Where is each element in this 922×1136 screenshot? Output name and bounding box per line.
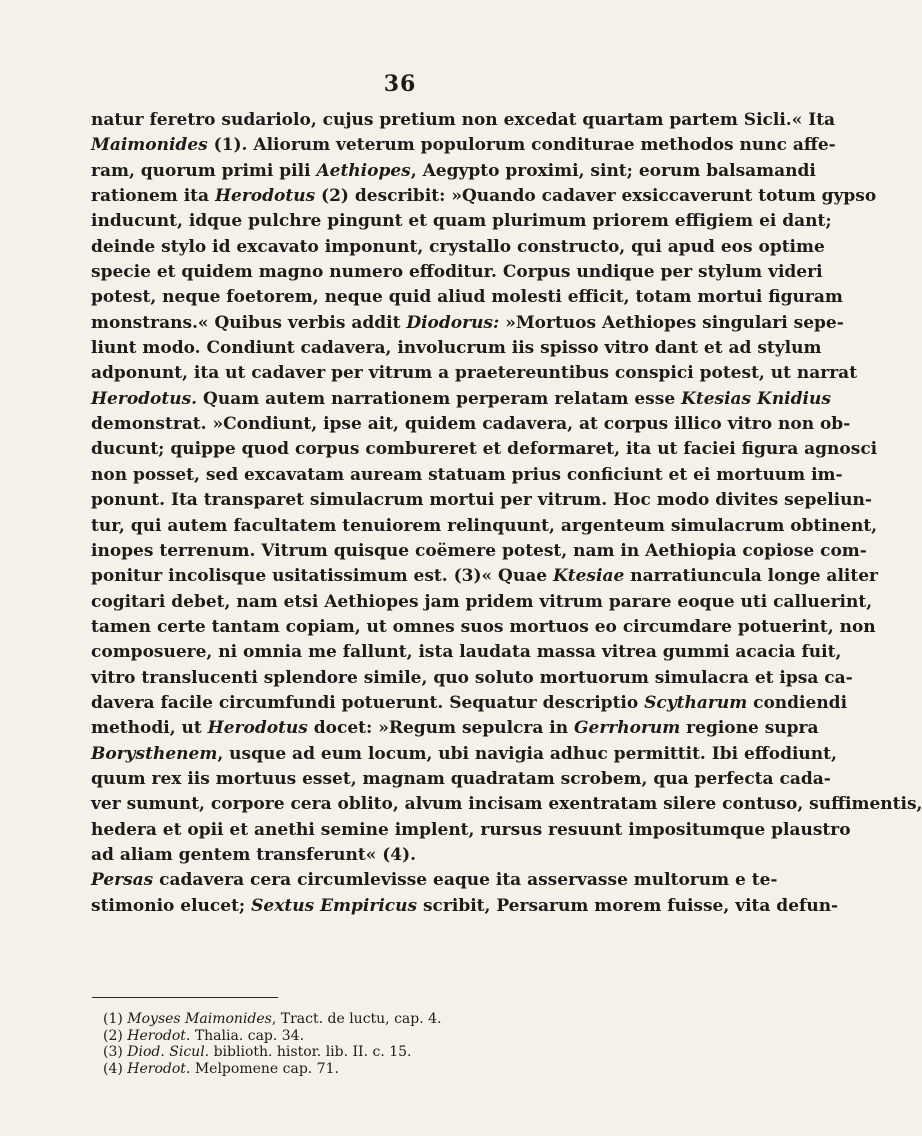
footnotes bbox=[103, 1011, 623, 1077]
text-line: cogitari debet, nam etsi Aethiopes jam pridem vitrum parare eoque uti calluerint, bbox=[91, 591, 873, 612]
footnote-citation: Diod. Sicul. bbox=[127, 1044, 210, 1060]
text-line: ponunt. Ita transparet simulacrum mortui per vitrum. Hoc modo divites sepeliun- bbox=[91, 490, 872, 511]
text-line: inducunt, idque pulchre pingunt et quam plurimum priorem effigiem ei dant; bbox=[91, 211, 832, 232]
footnote-citation: Herodot. bbox=[127, 1027, 191, 1044]
italic-name: Ktesiae bbox=[552, 566, 625, 587]
italic-name: Ktesias Knidius bbox=[681, 388, 831, 409]
page-number: 36 bbox=[383, 71, 417, 97]
text-line: hedera et opii et anethi semine implent, rursus resuunt impositumque plaustro bbox=[91, 819, 851, 840]
text-line: non posset, sed excavatam auream statuam prius conficiunt et ei mortuum im- bbox=[91, 464, 843, 485]
text-line: ad aliam gentem transferunt« (4). bbox=[91, 844, 417, 865]
text-line: potest, neque foetorem, neque quid aliud molesti efficit, totam mortui figuram bbox=[91, 287, 843, 308]
footnote-separator-rule bbox=[92, 997, 278, 998]
italic-name: Sextus Empiricus bbox=[251, 895, 418, 916]
text-line: natur feretro sudariolo, cujus pretium non excedat quartam partem Sicli.« Ita bbox=[91, 110, 836, 130]
text-line: composuere, ni omnia me fallunt, ista laudata massa vitrea gummi acacia fuit, bbox=[91, 642, 842, 663]
text-line: vitro translucenti splendore simile, quo soluto mortuorum simulacra et ipsa ca- bbox=[91, 667, 853, 688]
text-line: Maimonides (1). Aliorum veterum populorum conditurae methodos nunc affe- bbox=[91, 135, 836, 156]
text-line: Borysthenem, usque ad eum locum, ubi navigia adhuc permittit. Ibi effodiunt, bbox=[91, 743, 837, 764]
footnote: (4) Herodot. Melpomene cap. 71. bbox=[103, 1060, 339, 1077]
italic-name: Diodorus: bbox=[406, 312, 500, 333]
italic-name: Herodotus bbox=[207, 718, 308, 739]
text-line: adponunt, ita ut cadaver per vitrum a praetereuntibus conspici potest, ut narrat bbox=[91, 363, 858, 384]
text-line: liunt modo. Condiunt cadavera, involucrum iis spisso vitro dant et ad stylum bbox=[91, 338, 822, 359]
italic-name: Scytharum bbox=[644, 692, 748, 713]
text-line: methodi, ut Herodotus docet: »Regum sepulcra in Gerrhorum regione supra bbox=[91, 718, 819, 739]
footnote: (1) Moyses Maimonides, Tract. de luctu, cap. 4. bbox=[103, 1011, 442, 1027]
text-line: inopes terrenum. Vitrum quisque coëmere potest, nam in Aethiopia copiose com- bbox=[91, 540, 867, 561]
text-line: ponitur incolisque usitatissimum est. (3)« Quae Ktesiae narratiuncula longe aliter bbox=[91, 566, 878, 587]
text-line: Herodotus. Quam autem narrationem perperam relatam esse Ktesias Knidius bbox=[91, 388, 831, 409]
text-line: stimonio elucet; Sextus Empiricus scribit, Persarum morem fuisse, vita defun- bbox=[91, 895, 839, 916]
text-line: davera facile circumfundi potuerunt. Sequatur descriptio Scytharum condiendi bbox=[91, 692, 848, 713]
text-line: specie et quidem magno numero effoditur. Corpus undique per stylum videri bbox=[91, 262, 823, 283]
italic-name: Persas bbox=[91, 870, 154, 891]
italic-name: Aethiopes bbox=[316, 160, 411, 181]
main-body-text bbox=[91, 108, 922, 919]
italic-name: Maimonides bbox=[91, 135, 208, 156]
italic-name: Borysthenem bbox=[91, 743, 218, 764]
text-line: deinde stylo id excavato imponunt, crystallo constructo, qui apud eos optime bbox=[91, 236, 825, 257]
italic-name: Herodotus bbox=[214, 186, 316, 207]
text-line: monstrans.« Quibus verbis addit Diodorus: »Mortuos Aethiopes singulari sepe- bbox=[91, 312, 844, 333]
footnote-citation: Herodot. bbox=[127, 1060, 191, 1077]
text-line: quum rex iis mortuus esset, magnam quadratam scrobem, qua perfecta cada- bbox=[91, 768, 831, 789]
italic-name: Herodotus. bbox=[91, 388, 198, 409]
text-line: ver sumunt, corpore cera oblito, alvum incisam exentratam silere contuso, suffimentis, bbox=[91, 794, 922, 815]
text-line: Persas cadavera cera circumlevisse eaque ita asservasse multorum e te- bbox=[91, 870, 778, 891]
italic-name: Gerrhorum bbox=[574, 718, 681, 739]
text-line: tamen certe tantam copiam, ut omnes suos mortuos eo circumdare potuerint, non bbox=[91, 616, 876, 637]
text-line: tur, qui autem facultatem tenuiorem relinquunt, argenteum simulacrum obtinent, bbox=[91, 515, 878, 536]
footnote-citation: Moyses Maimonides bbox=[127, 1011, 272, 1027]
footnote: (3) Diod. Sicul. biblioth. histor. lib. II. c. 15. bbox=[103, 1044, 412, 1060]
footnote: (2) Herodot. Thalia. cap. 34. bbox=[103, 1027, 305, 1044]
text-line: rationem ita Herodotus (2) describit: »Quando cadaver exsiccaverunt totum gypso bbox=[91, 186, 877, 207]
text-line: ram, quorum primi pili Aethiopes, Aegypto proximi, sint; eorum balsamandi bbox=[91, 160, 816, 181]
text-line: demonstrat. »Condiunt, ipse ait, quidem cadavera, at corpus illico vitro non ob- bbox=[91, 414, 851, 435]
text-line: ducunt; quippe quod corpus combureret et deformaret, ita ut faciei figura agnosci bbox=[91, 439, 878, 460]
